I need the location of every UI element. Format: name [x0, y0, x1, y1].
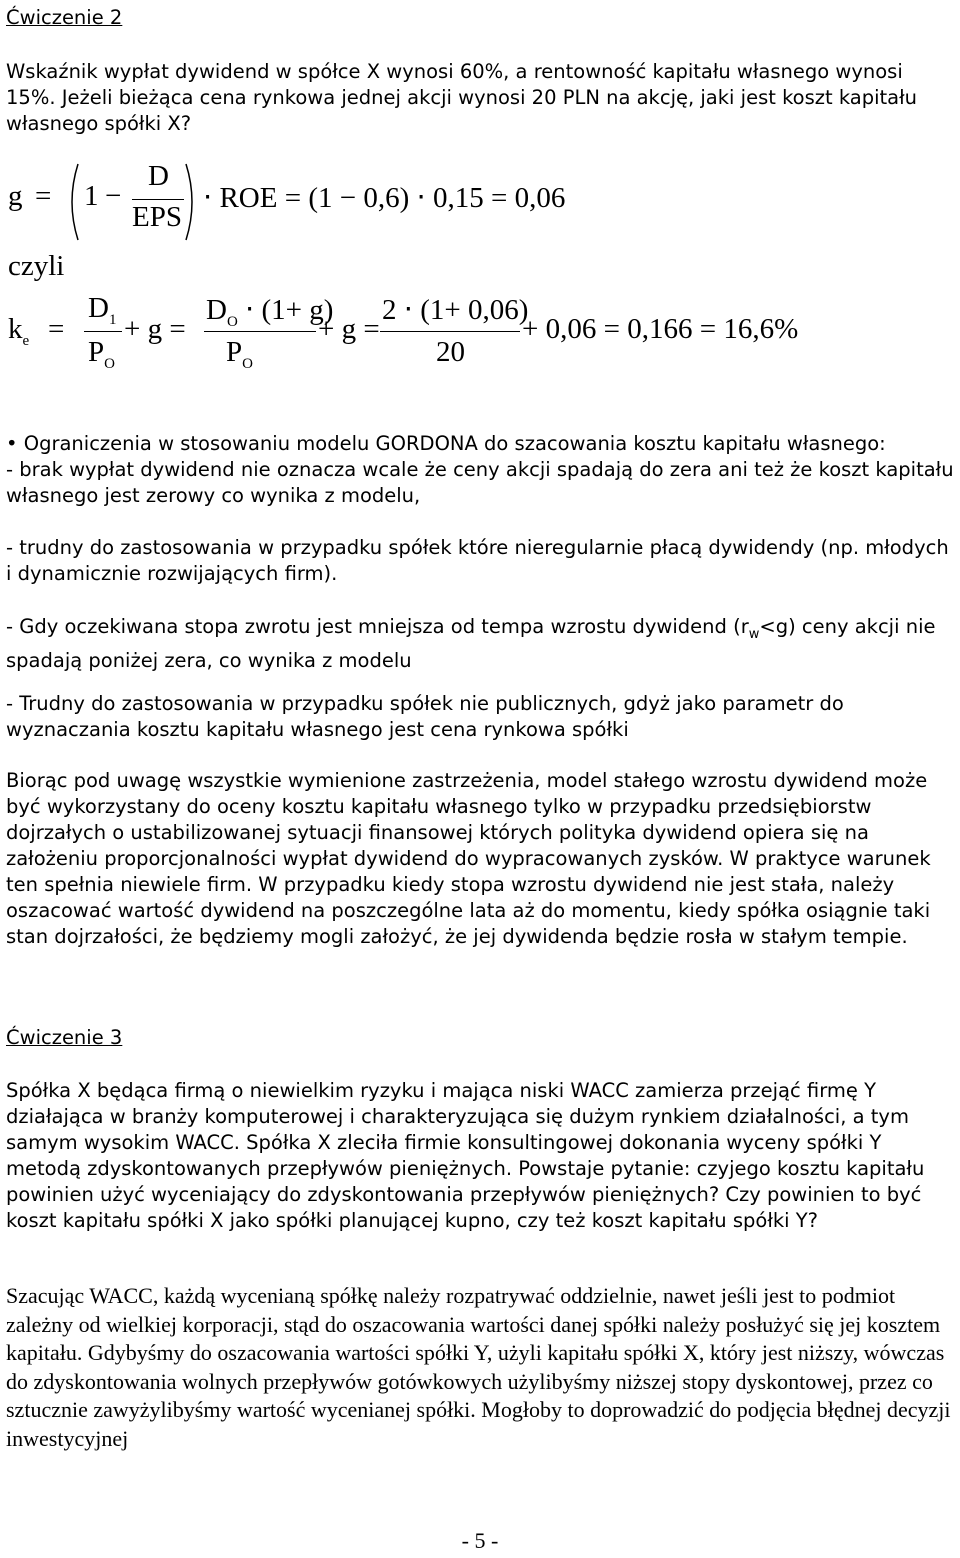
limitation-3: - Gdy oczekiwana stopa zwrotu jest mniejsza od tempa wzrostu dywidend $(r_w<g)$ ceny akcji nie spadają poniżej zera, co wynika z modelu: [6, 615, 936, 672]
formula1-minus: −: [105, 180, 122, 212]
formula2-equals: =: [48, 313, 65, 345]
formula2-d1: $D_1$: [88, 292, 117, 328]
limitation-4: - Trudny do zastosowania w przypadku spółek nie publicznych, gdyż jako parametr do wyznaczania kosztu kapitału własnego jest cena rynkowa spółki: [6, 692, 844, 741]
formula2-fraction1-bar: [84, 331, 122, 332]
exercise-2-title: Ćwiczenie 2: [6, 6, 123, 29]
formula2-fraction3-bar: [380, 331, 520, 332]
exercise-3-task: Spółka X będąca firmą o niewielkim ryzyku i mająca niski WACC zamierza przejąć firmę Y działająca w branży komputerowej i charakteryzująca się dużym rynkiem działalności, a tym samym wysokim WACC. Spółka X zleciła firmie konsultingowej dokonania wyceny spółki Y metodą zdyskontowanych przepływów pieniężnych. Powstaje pytanie: czyjego kosztu kapitału powinien użyć wyceniający do zdyskontowania przepływów pieniężnych? Czy powinien to być koszt kapitału spółki X jako spółki planującej kupno, czy też koszt kapitału spółki Y?: [6, 1079, 925, 1232]
formula2-numeric-denominator: 20: [436, 336, 465, 368]
formula2-fraction2-bar: [204, 331, 316, 332]
czyli-label: czyli: [8, 250, 65, 282]
formula1-g: g: [8, 180, 23, 212]
formula1-one: 1: [84, 180, 99, 212]
exercise-2-task: Wskaźnik wypłat dywidend w spółce X wynosi 60%, a rentowność kapitału własnego wynosi 15%. Jeżeli bieżąca cena rynkowa jednej akcji wynosi 20 PLN na akcję, jaki jest koszt kapitału własnego spółki X?: [6, 60, 918, 135]
formula2-p0-second: $P_O$: [226, 336, 253, 372]
formula2-numeric-numerator: 2 ⋅ (1+ 0,06): [382, 294, 529, 326]
bullet-icon: •: [6, 432, 18, 455]
limitations-heading: [6, 431, 954, 457]
exercise-3-title: Ćwiczenie 3: [6, 1026, 123, 1049]
formula1-numerator-d: D: [148, 160, 169, 192]
formula2-k: $k_e$: [8, 313, 30, 349]
exercise-3-answer: Szacując WACC, każdą wycenianą spółkę należy rozpatrywać oddzielnie, nawet jeśli jest to podmiot zależny od wielkiej korporacji, stąd do oszacowania wartości danej spółki należy posłużyć się jej kosztem kapitału. Gdybyśmy do oszacowania wartości spółki Y, użyli kapitału spółki X, który jest niższy, wówczas do zdyskontowania wolnych przepływów gotówkowych użylibyśmy niższej stopy dyskontowej, przez co sztucznie zawyżylibyśmy wartość wycenianej spółki. Mogłoby to doprowadzić do podjęcia błędnej decyzji inwestycyjnej: [6, 1283, 951, 1451]
formula1-equals: =: [35, 180, 52, 212]
formula2-plus-g-1: + g =: [124, 313, 186, 345]
formula1-denominator-eps: EPS: [132, 201, 182, 233]
formula2-result: + 0,06 = 0,166 = 16,6%: [522, 313, 799, 345]
limitation-2: - trudny do zastosowania w przypadku spółek które nieregularnie płacą dywidendy (np. młodych i dynamicznie rozwijających firm).: [6, 536, 949, 585]
model-summary: Biorąc pod uwagę wszystkie wymienione zastrzeżenia, model stałego wzrostu dywidend może być wykorzystany do oceny kosztu kapitału własnego tylko w przypadku przedsiębiorstw dojrzałych o ustabilizowanej sytuacji finansowej których polityka dywidend opiera się na założeniu proporcjonalności wypłat dywidend do wypracowanych zysków. W praktyce warunek ten spełnia niewiele firm. W przypadku kiedy stopa wzrostu dywidend nie jest stała, należy oszacować wartość dywidend na poszczególne lata aż do momentu, kiedy spółka osiągnie taki stan dojrzałości, że będziemy mogli założyć, że jej dywidenda będzie rosła w stałym tempie.: [6, 769, 931, 948]
limitations-title: Ograniczenia w stosowaniu modelu GORDONA do szacowania kosztu kapitału własnego:: [23, 432, 886, 455]
formula1-right-paren: [184, 162, 200, 242]
formula2-p0-first: $P_O$: [88, 336, 115, 372]
formula2-plus-g-2: + g =: [318, 313, 380, 345]
formula1-left-paren: [64, 162, 80, 242]
limitation-1: - brak wypłat dywidend nie oznacza wcale że ceny akcji spadają do zera ani też że koszt kapitału własnego jest zerowy co wynika z modelu,: [6, 458, 954, 507]
formula1-roe-expression: ⋅ ROE = (1 − 0,6) ⋅ 0,15 = 0,06: [203, 182, 566, 214]
formula2-d0-numerator: $D_O \cdot (1+ g)$: [206, 294, 334, 330]
page-number: - 5 -: [461, 1528, 499, 1553]
